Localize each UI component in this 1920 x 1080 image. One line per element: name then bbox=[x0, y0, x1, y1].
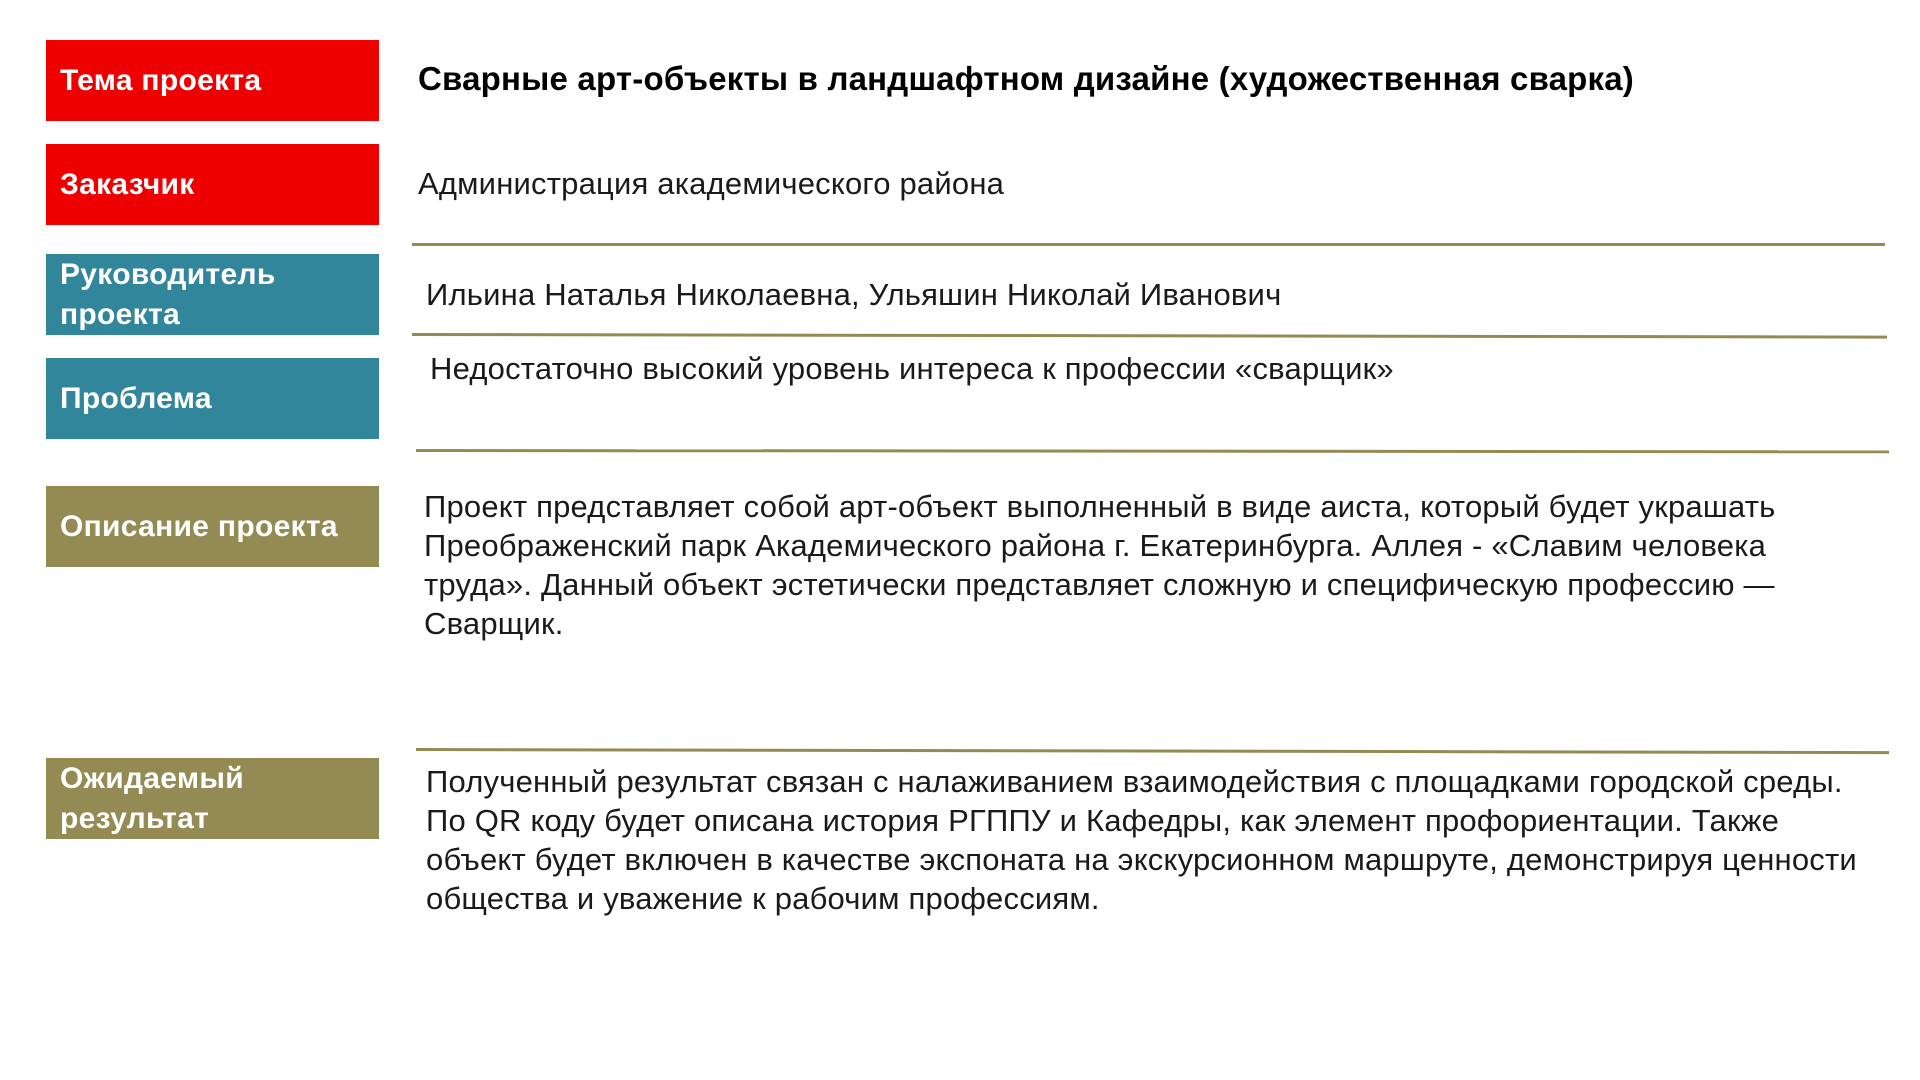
divider-line bbox=[416, 449, 1889, 453]
label-project-lead: Руководитель проекта bbox=[46, 254, 379, 335]
divider-line bbox=[416, 748, 1889, 754]
label-project-description: Описание проекта bbox=[46, 486, 379, 567]
value-customer: Администрация академического района bbox=[418, 166, 1005, 201]
label-expected-result: Ожидаемый результат bbox=[46, 758, 379, 839]
value-expected-result: Полученный результат связан с налаживанием взаимодействия с площадками городской среды. По QR коду будет описана история РГППУ и Кафедры, как элемент профориентации. Также объект будет включен в качестве экспоната на экскурсионном маршруте, демонстрируя ценности общества и уважение к рабочим профессиям. bbox=[426, 764, 1857, 916]
label-customer: Заказчик bbox=[46, 144, 379, 225]
label-project-topic: Тема проекта bbox=[46, 40, 379, 121]
value-project-description: Проект представляет собой арт-объект выполненный в виде аиста, который будет украшать Преображенский парк Академического района г. Екатеринбурга. Аллея - «Славим человека труда». Данный объект эстетически представляет сложную и специфическую профессию — Сварщик. bbox=[424, 489, 1776, 641]
label-problem: Проблема bbox=[46, 358, 379, 439]
divider-line bbox=[412, 243, 1885, 246]
value-project-topic: Сварные арт-объекты в ландшафтном дизайне (художественная сварка) bbox=[418, 60, 1635, 97]
divider-line bbox=[412, 333, 1887, 339]
value-problem: Недостаточно высокий уровень интереса к профессии «сварщик» bbox=[430, 351, 1394, 386]
value-project-lead: Ильина Наталья Николаевна, Ульяшин Николай Иванович bbox=[426, 277, 1282, 312]
